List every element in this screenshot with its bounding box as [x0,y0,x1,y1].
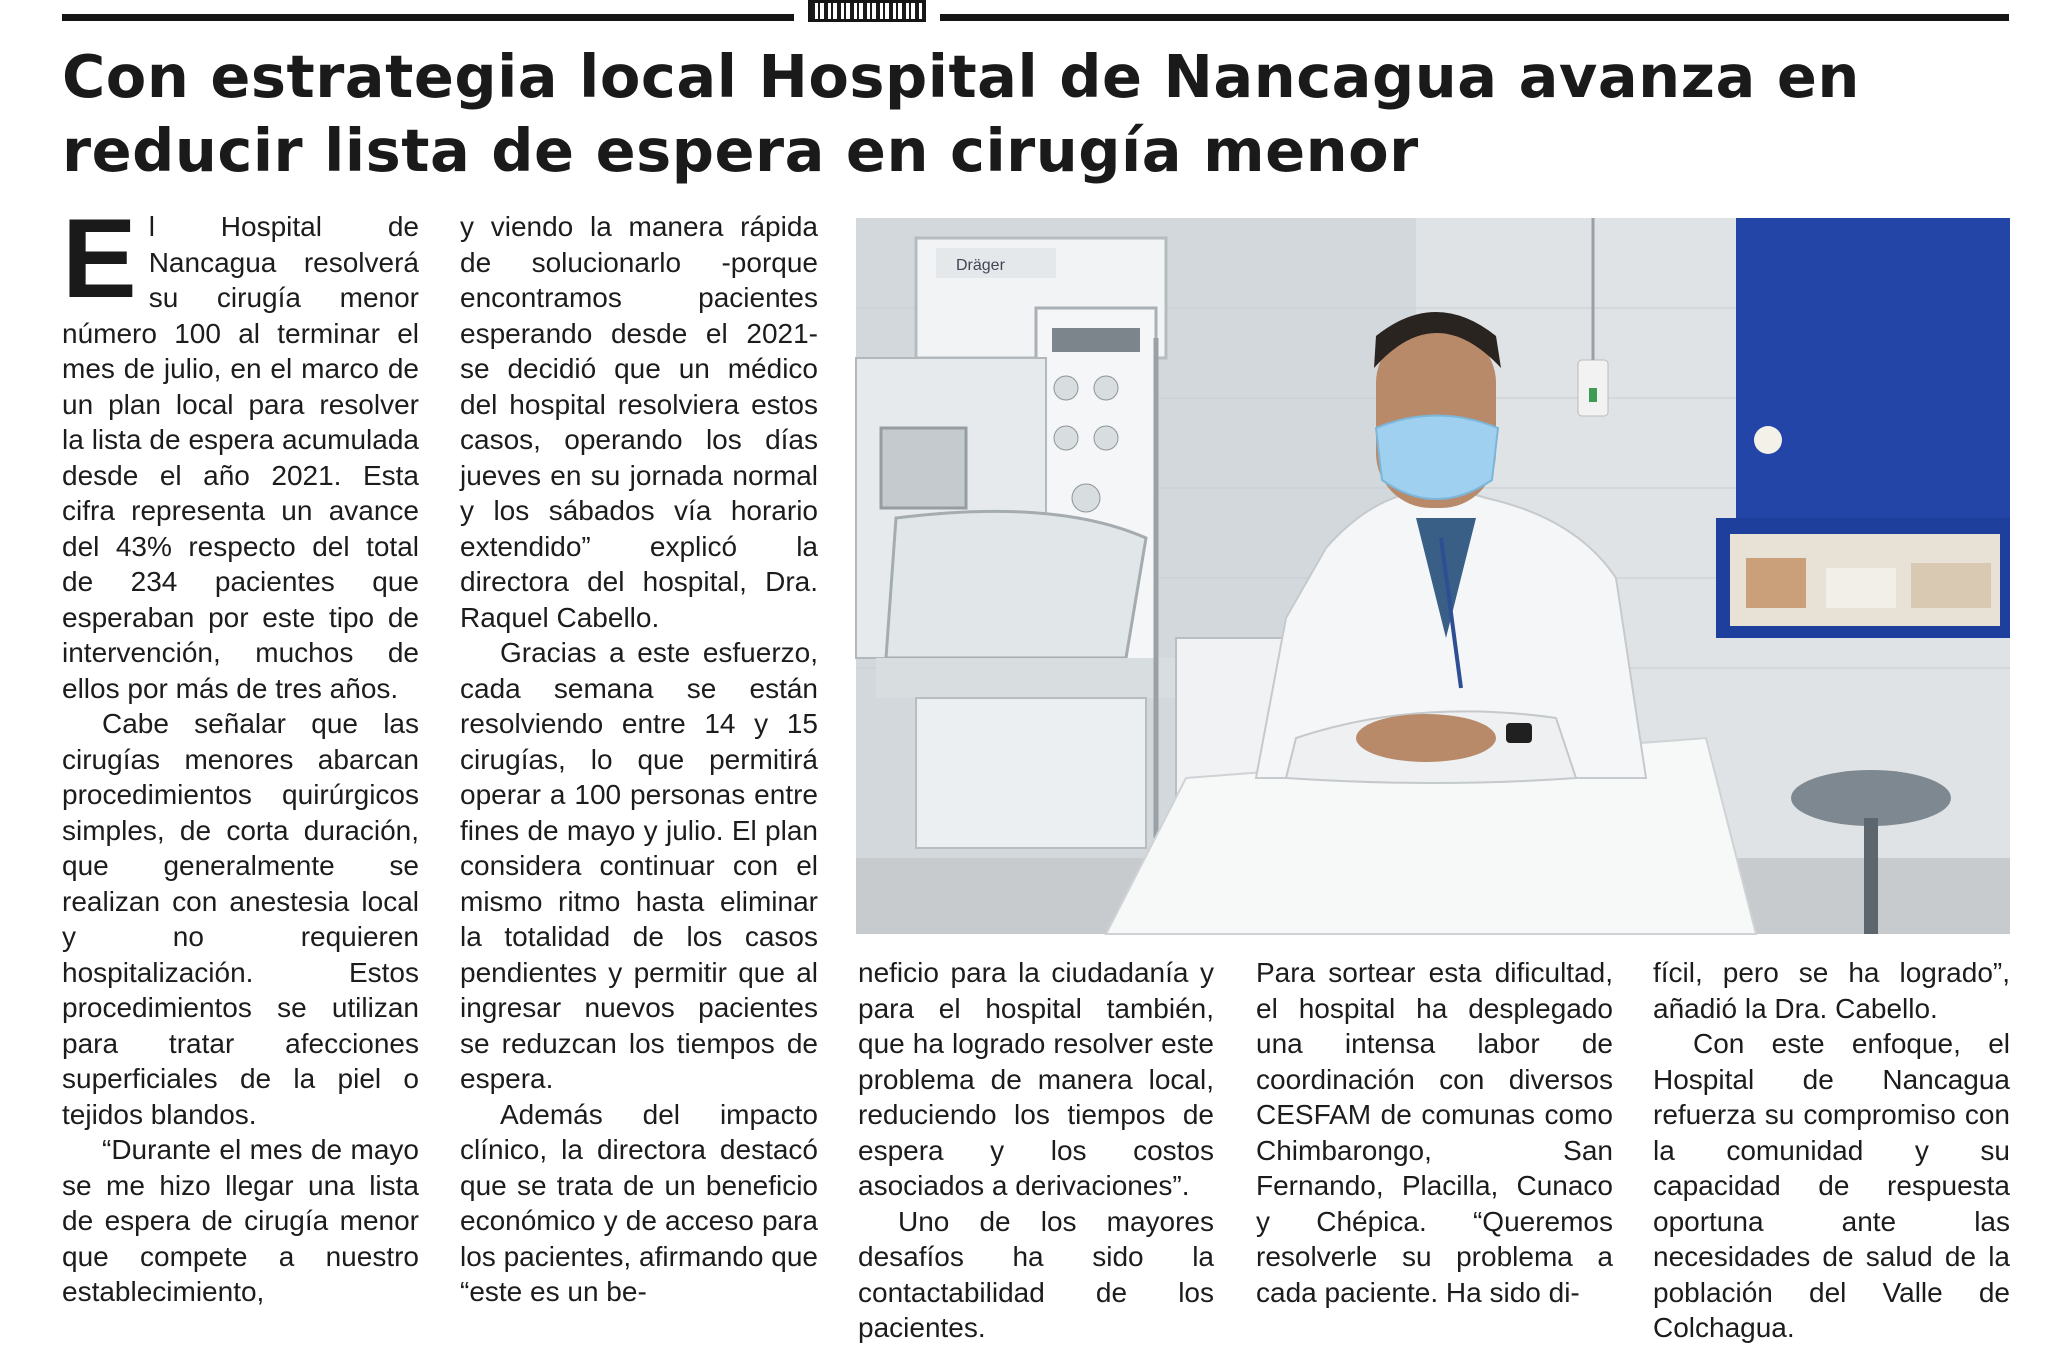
cabinet-knob [1754,426,1782,454]
incubator-bed [886,511,1146,658]
shelf-box [1826,568,1896,608]
article-headline: Con estrategia local Hospital de Nancagua avanza en reducir lista de espera en cirugía menor [62,42,1860,185]
equipment-drawer [916,698,1146,848]
paragraph: fícil, pero se ha logrado”, añadió la Dra. Cabello. [1653,957,2010,1024]
paragraph: Además del impacto clínico, la directora destacó que se trata de un beneficio económico y de acceso para los pacientes, afirmando que “este es un be- [460,1098,818,1307]
header-rule-right [940,14,2009,21]
paragraph: Cabe señalar que las cirugías menores abarcan procedimientos quirúrgicos simples, de corta duración, que generalmente se realizan con anestesia local y no requieren hospitalización. Estos procedimientos se utilizan para tratar afecciones superficiales de la piel o tejidos blandos. [62,708,419,1130]
blue-cabinet [1736,218,2010,518]
display-panel [1052,328,1140,352]
qr-code-icon [808,0,926,22]
doctor-hands [1356,714,1496,762]
paragraph: Gracias a este esfuerzo, cada semana se están resolviendo entre 14 y 15 cirugías, lo que permitirá operar a 100 personas entre fines de mayo y julio. El plan considera continuar con el mismo ritmo hasta eliminar la totalidad de los casos pendientes y permitir que al ingresar nuevos pacientes se reduzcan los tiempos de espera. [460,637,818,1094]
paragraph: “Durante el mes de mayo se me hizo llegar una lista de espera de cirugía menor que compete a nuestro establecimiento, [62,1134,419,1307]
shelf-box [1746,558,1806,608]
photo-illustration [856,218,2010,934]
paragraph: Uno de los mayores desafíos ha sido la contactabilidad de los pacientes. [858,1205,1214,1343]
article-photo [856,218,2010,934]
paragraph: y viendo la manera rápida de solucionarlo -porque encontramos pacientes esperando desde el 2021- se decidió que un médico del hospital resolviera estos casos, operando los días jueves en su jornada normal y los sábados vía horario extendido” explicó la directora del hospital, Dra. Raquel Cabello. [460,211,818,633]
stool-leg [1864,818,1878,934]
brand-label: Dräger [956,257,1005,274]
incubator-window [881,428,966,508]
wristwatch [1506,723,1532,743]
face-mask [1376,416,1498,500]
outlet-light [1589,388,1597,402]
paragraph: Para sortear esta dificultad, el hospital ha desplegado una intensa labor de coordinación con diversos CESFAM de comunas como Chimbarongo, San Fernando, Placilla, Cunaco y Chépica. “Queremos resolverle su problema a cada paciente. Ha sido di- [1256,957,1613,1308]
article-column-1 [62,196,419,1327]
article-column-3 [858,955,1214,1343]
incubator-base [876,658,1176,698]
article-column-5 [1653,955,2010,1343]
drop-cap: E [62,196,137,321]
stool-seat [1791,770,1951,826]
shelf-box [1911,563,1991,608]
paragraph: neficio para la ciudadanía y para el hospital también, que ha logrado resolver este problema de manera local, reduciendo los tiempos de espera y los costos asociados a derivaciones”. [858,957,1214,1201]
header-rule-left [62,14,794,21]
paragraph: l Hospital de Nancagua resolverá su cirugía menor número 100 al terminar el mes de julio, en el marco de un plan local para resolver la lista de espera acumulada desde el año 2021. Esta cifra representa un avance del 43% respecto del total de 234 pacientes que esperaban por este tipo de intervención, muchos de ellos por más de tres años. [62,211,419,704]
article-column-2 [460,209,818,1327]
paragraph: Con este enfoque, el Hospital de Nancagua refuerza su compromiso con la comunidad y su capacidad de respuesta oportuna ante las necesidades de salud de la población del Valle de Colchagua. [1653,1028,2010,1343]
article-column-4 [1256,955,1613,1327]
